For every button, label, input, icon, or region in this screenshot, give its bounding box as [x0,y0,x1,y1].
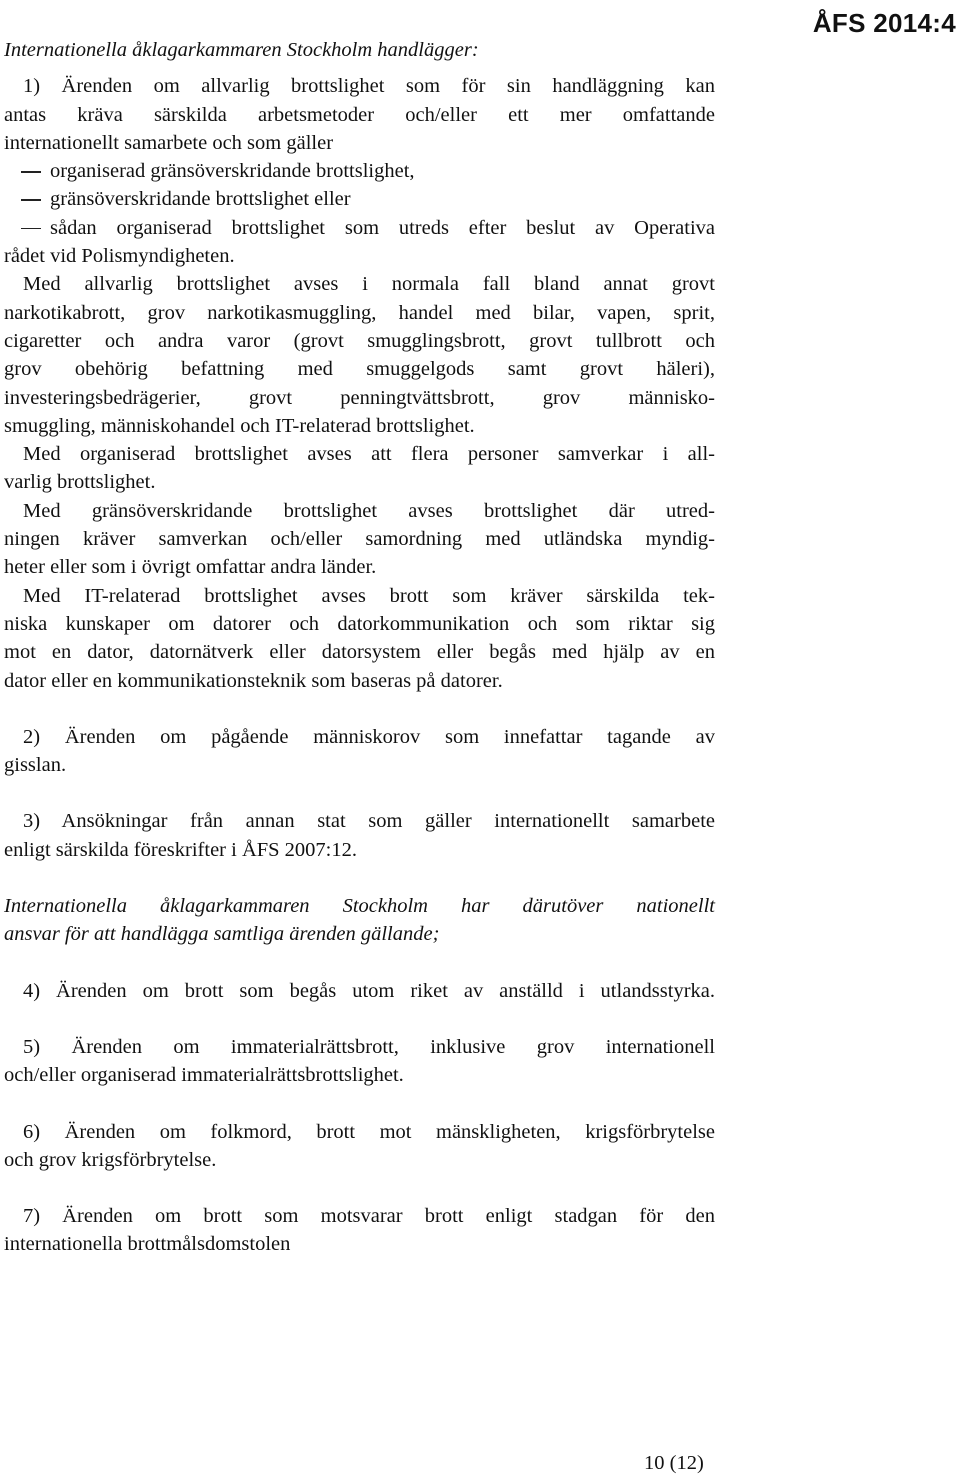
paragraph-line: investeringsbedrägerier, grovt penningtvättsbrott, grov människo- [4,386,715,409]
page-number: 10 (12) [644,1452,704,1474]
document-body [4,36,715,1259]
item-line: 2) Ärenden om pågående människorov som innefattar tagande av [23,725,715,748]
spacer [4,695,715,723]
paragraph-line: smuggling, människohandel och IT-relaterad brottslighet. [4,414,475,437]
item-line: 4) Ärenden om brott som begås utom riket av anställd i utlandsstyrka. [23,979,715,1002]
item-4 [4,977,715,1005]
paragraph-line: varlig brottslighet. [4,471,156,494]
item-line: 5) Ärenden om immaterialrättsbrott, inklusive grov internationell [23,1035,715,1058]
paragraph-line: Med organiserad brottslighet avses att flera personer samverkar i all- [23,443,715,466]
item-line: 3) Ansökningar från annan stat som gäller internationellt samarbete [23,810,715,833]
item-2 [4,723,715,780]
spacer [4,1005,715,1033]
dash-list-item: sådan organiserad brottslighet som utreds efter beslut av Operativa [4,214,715,242]
spacer [4,1174,715,1202]
item-line: enligt särskilda föreskrifter i ÅFS 2007:12. [4,838,358,861]
item-7 [4,1202,715,1259]
paragraph-line: dator eller en kommunikationsteknik som baseras på datorer. [4,669,503,692]
paragraph-line: cigaretter och andra varor (grovt smugglingsbrott, grovt tullbrott och [4,329,715,352]
paragraph-line: heter eller som i övrigt omfattar andra länder. [4,556,377,579]
item-1-line: internationellt samarbete och som gäller [4,131,334,154]
spacer [4,1090,715,1118]
document-code: ÅFS 2014:4 [812,8,956,38]
paragraph-line: grov obehörig befattning med smuggelgods samt grovt häleri), [4,358,715,381]
item-line: och grov krigsförbrytelse. [4,1148,217,1171]
paragraph-line: narkotikabrott, grov narkotikasmuggling, handel med bilar, vapen, sprit, [4,301,715,324]
item-1-line: 1) Ärenden om allvarlig brottslighet som för sin handläggning kan [23,75,715,98]
item-1-line: antas kräva särskilda arbetsmetoder och/eller ett mer omfattande [4,103,715,126]
item-3 [4,807,715,864]
spacer [4,779,715,807]
item-1-line: rådet vid Polismyndigheten. [4,245,235,268]
definition-serious-crime [4,270,715,440]
paragraph-line: Med IT-relaterad brottslighet avses brott som kräver särskilda tek- [23,584,715,607]
spacer [4,64,715,72]
dash-list-item: gränsöverskridande brottslighet eller [4,185,715,213]
spacer [4,949,715,977]
paragraph-line: niska kunskaper om datorer och datorkommunikation och som riktar sig [4,612,715,635]
item-6 [4,1118,715,1175]
paragraph-line: Med gränsöverskridande brottslighet avses brottslighet där utred- [23,499,715,522]
definition-it-crime [4,582,715,695]
definition-organized-crime [4,440,715,497]
section-heading: Internationella åklagarkammaren Stockholm handlägger: [4,39,479,61]
item-1 [4,72,715,270]
paragraph-line: mot en dator, datornätverk eller datorsystem eller begås med hjälp av en [4,641,715,664]
item-line: gisslan. [4,754,67,777]
item-line: 6) Ärenden om folkmord, brott mot mänskligheten, krigsförbrytelse [23,1120,715,1143]
national-responsibility-heading [4,892,715,949]
spacer [4,864,715,892]
item-line: och/eller organiserad immaterialrättsbrottslighet. [4,1064,404,1087]
definition-crossborder-crime [4,497,715,582]
paragraph-line: Med allvarlig brottslighet avses i normala fall bland annat grovt [23,273,715,296]
heading-line: ansvar för att handlägga samtliga ärenden gällande; [4,923,440,946]
dash-list-item: organiserad gränsöverskridande brottslighet, [4,157,715,185]
item-line: 7) Ärenden om brott som motsvarar brott enligt stadgan för den [23,1205,715,1228]
paragraph-line: ningen kräver samverkan och/eller samordning med utländska myndig- [4,528,715,551]
heading-line: Internationella åklagarkammaren Stockholm har därutöver nationellt [4,895,715,918]
item-line: internationella brottmålsdomstolen [4,1233,291,1256]
item-5 [4,1033,715,1090]
